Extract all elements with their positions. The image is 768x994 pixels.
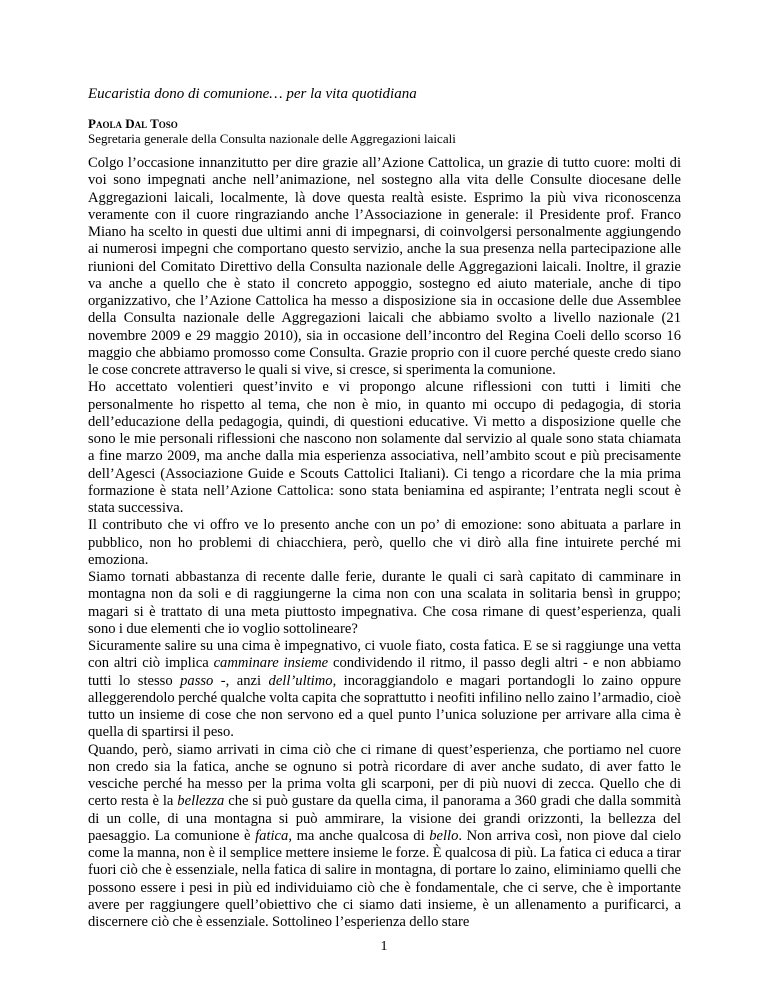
text-run: condividendo il ritmo, il passo degli altri - e non abbiamo tutti lo stesso	[88, 655, 681, 689]
paragraph: Ho accettato volentieri quest’invito e vi propongo alcune riflessioni con tutti i limiti che personalmente ho rispetto al tema, che non è mio, in quanto mi occupo di pedagogia, di storia dell’educazione della pedagogia, quindi, di questioni educative. Vi metto a disposizione quelle che sono le mie personali riflessioni che nascono non solamente dal servizio al quale sono stata chiamata a fine marzo 2009, ma anche dalla mia esperienza associativa, nell’ambito scout e più precisamente dell’Agesci (Associazione Guide e Scouts Cattolici Italiani). Ci tengo a ricordare che la mia prima formazione è stata nell’Azione Cattolica: sono stata beniamina ed aspirante; l’entrata negli scout è stata successiva.	[88, 379, 681, 516]
text-run: Quando, però, siamo arrivati in cima ciò che ci rimane di quest’esperienza, che portiamo nel cuore non credo sia la fatica, anche se ognuno si potrà ricordare di aver anche sudato, di aver fatto le vesciche perché ha messo per la prima volta gli scarponi, per di più nuovi di zecca. Quello che di certo resta è la	[88, 741, 681, 810]
emphasis: dell’ultimo	[268, 672, 333, 689]
body-text	[88, 155, 681, 931]
text-run: -, anzi	[213, 672, 269, 689]
emphasis: bellezza	[177, 793, 225, 810]
paragraph	[88, 742, 681, 932]
text-run: che si può gustare da quella cima, il panorama a 360 gradi che dalla sommità di un colle, di una montagna si può ammirare, la visione dei grandi orizzonti, la bellezza del paesaggio. La comunione è	[88, 793, 682, 844]
author-affiliation: Segretaria generale della Consulta nazionale delle Aggregazioni laicali	[88, 131, 456, 146]
emphasis: fatica	[255, 827, 289, 844]
text-run: , ma anche qualcosa di	[288, 827, 430, 844]
paragraph: Siamo tornati abbastanza di recente dalle ferie, durante le quali ci sarà capitato di camminare in montagna non da soli e di raggiungerne la cima non con una scalata in solitaria bensì in gruppo; magari si è trattato di una meta piuttosto impegnativa. Che cosa rimane di quest’esperienza, quali sono i due elementi che io voglio sottolineare?	[88, 569, 681, 637]
text-run: Sicuramente salire su una cima è impegnativo, ci vuole fiato, costa fatica. E se si raggiunge una vetta con altri ciò implica	[88, 638, 681, 672]
emphasis: camminare insieme	[213, 655, 329, 672]
text-run: , incoraggiandolo e magari portandogli lo zaino oppure alleggerendolo perché qualche volta capita che soprattutto i neofiti infilino nello zaino l’armadio, cioè tutto un insieme di cose che non servono ed a quel punto l’unica soluzione per arrivare alla cima è quella di spartirsi il peso.	[88, 672, 681, 741]
author-name: Paola Dal Toso	[88, 116, 178, 131]
paragraph: Il contributo che vi offro ve lo presento anche con un po’ di emozione: sono abituata a parlare in pubblico, non ho problemi di chiacchiera, però, quello che vi dirò alla fine intuirete perché mi emoziona.	[88, 517, 681, 568]
document-title: Eucaristia dono di comunione… per la vita quotidiana	[88, 86, 417, 102]
text-run: . Non arriva così, non piove dal cielo come la manna, non è il semplice mettere insieme le forze. È qualcosa di più. La fatica ci educa a tirar fuori ciò che è essenziale, nella fatica di salire in montagna, di portare lo zaino, eliminiamo quelli che possono essere i pesi in più ed individuiamo ciò che è fondamentale, che ci serve, che è importante avere per raggiungere quell’obiettivo che ci siamo dati insieme, è un allenamento a purificarci, a discernere ciò che è essenziale. Sottolineo l’esperienza dello stare	[88, 827, 682, 930]
paragraph	[88, 638, 681, 742]
emphasis: passo	[180, 672, 214, 689]
emphasis: bello	[429, 827, 459, 844]
paragraph: Colgo l’occasione innanzitutto per dire grazie all’Azione Cattolica, un grazie di tutto cuore: molti di voi sono impegnati anche nell’animazione, nel sostegno alla vita delle Consulte diocesane delle Aggregazioni laicali, localmente, là dove questa realtà esiste. Esprimo la più viva riconoscenza veramente con il cuore ringraziando anche l’Associazione in generale: il Presidente prof. Franco Miano ha scelto in questi due ultimi anni di impegnarsi, di coinvolgersi personalmente aggiungendo ai numerosi impegni che comportano questo servizio, anche la sua presenza nella partecipazione alle riunioni del Comitato Direttivo della Consulta nazionale delle Aggregazioni laicali. Inoltre, il grazie va anche a quello che è stato il concreto appoggio, sostegno ed aiuto materiale, anche di tipo organizzativo, che l’Azione Cattolica ha messo a disposizione sia in occasione delle due Assemblee della Consulta nazionale delle Aggregazioni laicali che abbiamo svolto a livello nazionale (21 novembre 2009 e 29 maggio 2010), sia in occasione dell’incontro del Regina Coeli dello scorso 16 maggio che abbiamo promosso come Consulta. Grazie proprio con il cuore perché queste credo siano le cose concrete attraverso le quali si vive, si cresce, si sperimenta la comunione.	[88, 155, 681, 378]
page-number: 1	[380, 939, 388, 954]
